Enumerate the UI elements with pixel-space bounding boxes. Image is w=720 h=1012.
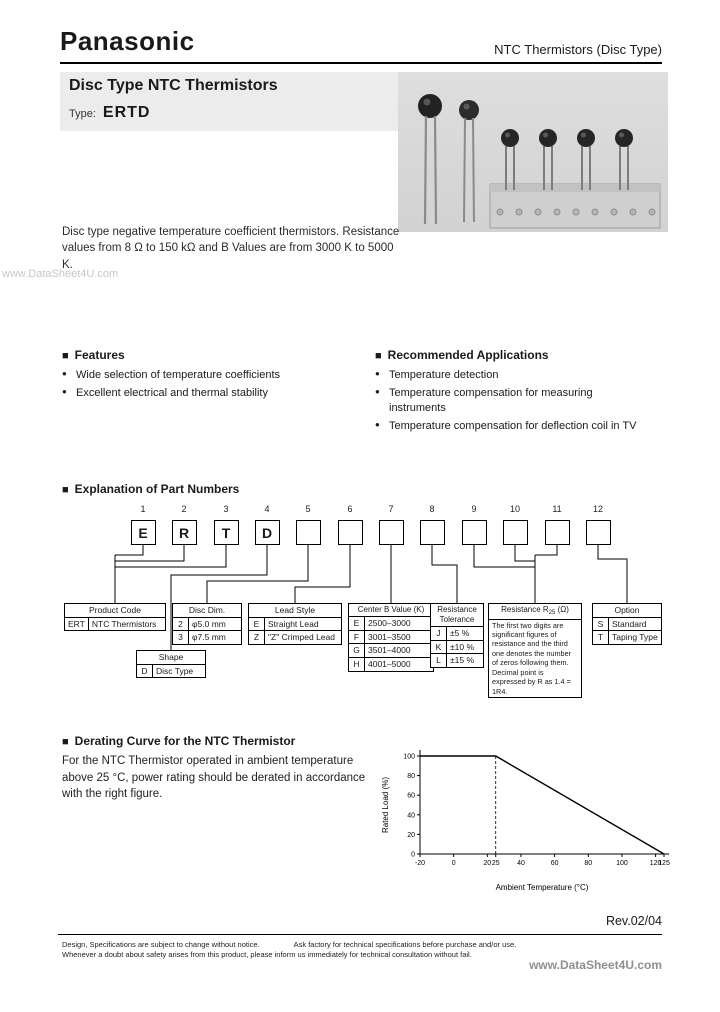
pn-letter: R (178, 524, 190, 541)
svg-text:80: 80 (407, 773, 415, 781)
feature-text: Wide selection of temperature coefficients (76, 369, 281, 381)
table-title: Shape (137, 651, 206, 665)
pn-position-10: 10 (509, 504, 520, 514)
pn-box-9 (462, 520, 487, 545)
table-code: D (137, 664, 153, 678)
thermistor-photo-illustration (398, 72, 668, 232)
r25-title-post: (Ω) (555, 605, 569, 614)
pn-box-4 (255, 520, 280, 545)
svg-text:0: 0 (411, 851, 415, 859)
derating-description: For the NTC Thermistor operated in ambient temperature above 25 °C, power rating should be derated in accordance with the right figure. (62, 755, 366, 801)
pn-position-11: 11 (552, 504, 562, 514)
table-title: Product Code (65, 604, 166, 618)
svg-text:60: 60 (550, 860, 559, 867)
derating-heading (62, 734, 295, 748)
product-family-title: NTC Thermistors (Disc Type) (494, 42, 662, 57)
resistance-r25-table (488, 603, 582, 698)
part-numbers-heading (62, 482, 239, 496)
square-marker-icon: ■ (62, 736, 69, 748)
pn-box-5 (296, 520, 321, 545)
applications-list (375, 368, 665, 433)
pn-position-9: 9 (471, 504, 477, 514)
pn-position-1: 1 (140, 504, 146, 514)
square-marker-icon: ■ (62, 350, 69, 362)
disc-dim-table (172, 603, 242, 645)
table-desc: 2500–3000 (365, 617, 434, 631)
type-line (69, 104, 389, 122)
table-code: T (593, 631, 609, 645)
product-photo (398, 72, 668, 232)
pn-letter: D (261, 524, 273, 541)
svg-text:120: 120 (649, 860, 662, 867)
pn-letter: E (138, 524, 148, 541)
pn-position-7: 7 (388, 504, 394, 514)
svg-text:20: 20 (407, 831, 415, 839)
table-code: J (431, 627, 447, 641)
svg-text:20: 20 (483, 860, 492, 867)
footer-note-2: Ask factory for technical specifications before purchase and/or use. (293, 940, 517, 949)
table-title: Center B Value (K) (349, 604, 434, 617)
features-heading (62, 348, 352, 362)
footer-note-3: Whenever a doubt about safety arises from this product, please inform us immediately for technical consultation without fail. (62, 950, 472, 959)
application-text: Temperature detection (389, 369, 499, 381)
svg-text:25: 25 (491, 860, 500, 867)
pn-box-12 (586, 520, 611, 545)
pn-position-5: 5 (305, 504, 311, 514)
watermark-bottom: www.DataSheet4U.com (529, 958, 662, 972)
intro-text: Disc type negative temperature coefficient thermistors. Resistance values from 8 Ω to 150 kΩ and B Values are from 3000 K to 5000 K. (62, 226, 400, 271)
pn-letter: T (221, 524, 231, 541)
application-text: Temperature compensation for measuring instruments (389, 386, 593, 414)
list-item (375, 419, 665, 434)
svg-text:100: 100 (616, 860, 628, 867)
svg-text:60: 60 (407, 792, 415, 800)
table-title: Option (593, 604, 662, 618)
table-code: Z (249, 631, 265, 645)
table-title: Disc Dim. (173, 604, 242, 618)
pn-box-2 (172, 520, 197, 545)
list-item (62, 386, 352, 401)
bullet-icon: ● (62, 386, 67, 396)
table-desc: Straight Lead (265, 617, 342, 631)
table-desc: 3001–3500 (365, 630, 434, 644)
application-text: Temperature compensation for deflection coil in TV (389, 419, 637, 432)
pn-box-3 (214, 520, 239, 545)
center-b-value-table (348, 603, 434, 672)
shape-table (136, 650, 206, 678)
table-desc: ±10 % (447, 640, 484, 654)
svg-text:40: 40 (517, 860, 525, 867)
table-code: 3 (173, 631, 189, 645)
table-code: E (349, 617, 365, 631)
square-marker-icon: ■ (62, 484, 69, 496)
table-code: E (249, 617, 265, 631)
svg-text:Rated Load (%): Rated Load (%) (381, 776, 390, 834)
bullet-icon: ● (375, 369, 380, 378)
pn-position-12: 12 (592, 504, 603, 514)
watermark-left: www.DataSheet4U.com (2, 268, 119, 280)
option-table (592, 603, 662, 645)
bullet-icon: ● (375, 386, 380, 396)
table-title: Lead Style (249, 604, 342, 618)
features-section (62, 348, 352, 404)
table-desc: "Z" Crimped Lead (265, 631, 342, 645)
table-code: F (349, 630, 365, 644)
features-list (62, 368, 352, 401)
table-desc: Standard (609, 617, 662, 631)
r25-title-pre: Resistance R (501, 605, 549, 614)
features-heading-text: Features (74, 348, 125, 362)
pn-box-1 (131, 520, 156, 545)
table-desc: ±5 % (447, 627, 484, 641)
footer-divider (58, 934, 662, 935)
page-title: Disc Type NTC Thermistors (69, 77, 278, 94)
feature-text: Excellent electrical and thermal stability (76, 386, 268, 399)
table-desc: 3501–4000 (365, 644, 434, 658)
svg-text:0: 0 (451, 860, 456, 867)
type-label: Type: (69, 108, 96, 120)
pn-box-6 (338, 520, 363, 545)
svg-text:-20: -20 (414, 860, 426, 867)
derating-chart (378, 740, 680, 892)
bullet-icon: ● (62, 369, 67, 378)
list-item (375, 386, 607, 416)
table-desc: Disc Type (153, 664, 206, 678)
bullet-icon: ● (375, 419, 380, 429)
pn-position-3: 3 (223, 504, 229, 514)
square-marker-icon: ■ (375, 350, 382, 362)
applications-section (375, 348, 665, 436)
list-item (375, 368, 665, 383)
revision-label: Rev.02/04 (605, 914, 662, 928)
table-desc: φ5.0 mm (189, 617, 242, 631)
part-numbers-heading-text: Explanation of Part Numbers (74, 482, 240, 496)
footer-note-line1 (62, 940, 516, 949)
table-desc: Taping Type (609, 631, 662, 645)
applications-heading-text: Recommended Applications (387, 348, 549, 362)
table-code: S (593, 617, 609, 631)
table-desc: ±15 % (447, 654, 484, 668)
resistance-tolerance-table (430, 603, 484, 668)
pn-position-6: 6 (347, 504, 353, 514)
svg-text:40: 40 (407, 812, 415, 820)
svg-text:80: 80 (584, 860, 593, 867)
r25-description: The first two digits are significant figures of resistance and the third one denotes the number of zeros following them. Decimal point is expressed by R as 1.4 = 1R4. (492, 620, 572, 696)
table-code: ERT (65, 617, 89, 631)
pn-position-4: 4 (264, 504, 270, 514)
table-code: L (431, 654, 447, 668)
table-code: H (349, 657, 365, 671)
lead-style-table (248, 603, 342, 645)
type-value: ERTD (102, 104, 151, 121)
pn-box-7 (379, 520, 404, 545)
table-desc: 4001–5000 (365, 657, 434, 671)
r25-title-sub: 25 (548, 610, 556, 616)
pn-box-8 (420, 520, 445, 545)
svg-text:100: 100 (403, 753, 415, 761)
header-divider (60, 62, 662, 64)
table-code: K (431, 640, 447, 654)
table-desc: φ7.5 mm (189, 631, 242, 645)
list-item (62, 368, 352, 383)
svg-text:Ambient Temperature (°C): Ambient Temperature (°C) (495, 883, 589, 892)
derating-heading-text: Derating Curve for the NTC Thermistor (74, 734, 296, 748)
pn-box-10 (503, 520, 528, 545)
title-block (60, 72, 398, 131)
footer-note-1: Design, Specifications are subject to change without notice. (62, 940, 260, 949)
table-desc: NTC Thermistors (88, 617, 165, 631)
panasonic-logo: Panasonic (60, 26, 195, 56)
svg-text:125: 125 (658, 860, 670, 867)
pn-position-8: 8 (429, 504, 435, 514)
table-code: 2 (173, 617, 189, 631)
table-title: Resistance Tolerance (431, 604, 484, 627)
table-title (489, 604, 582, 620)
applications-heading (375, 348, 665, 362)
table-code: G (349, 644, 365, 658)
pn-position-2: 2 (181, 504, 187, 514)
product-code-table (64, 603, 166, 631)
pn-box-11 (545, 520, 570, 545)
